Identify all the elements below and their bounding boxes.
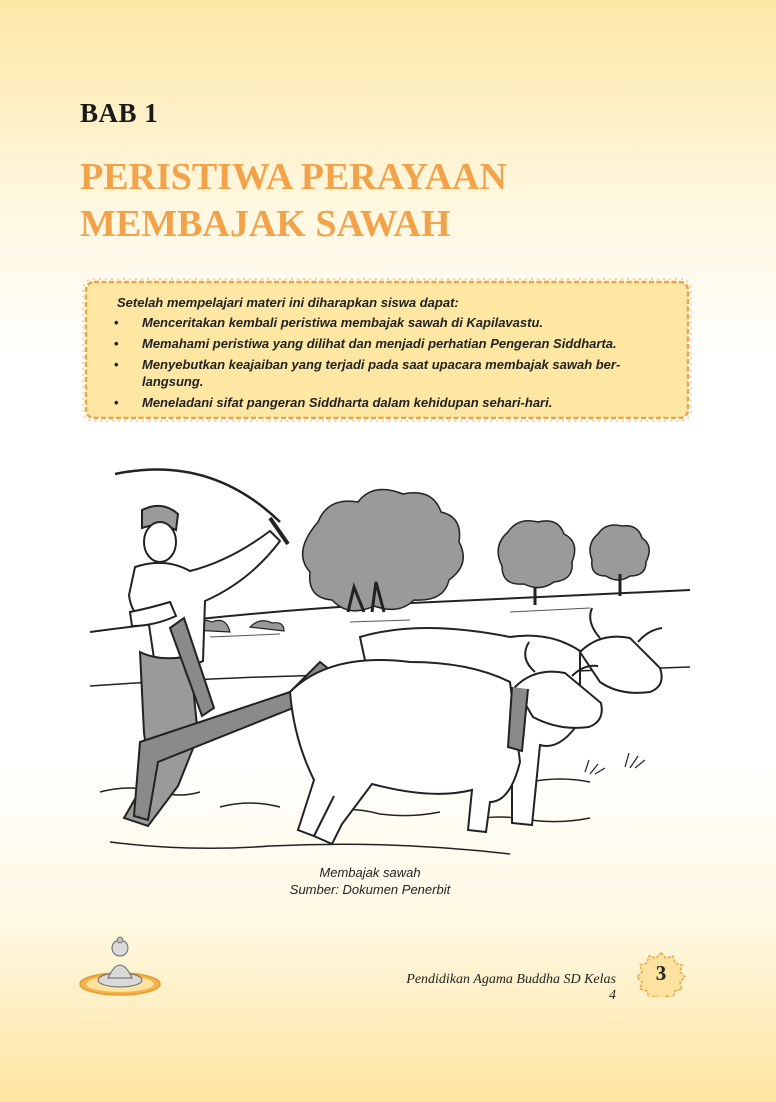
objective-text: Meneladani sifat pangeran Siddharta dalam kehidupan sehari-hari. [142,395,553,410]
objective-item [114,314,666,331]
objectives-list [114,314,666,411]
plowing-field-illustration [90,462,690,860]
objective-item [114,394,666,411]
objective-item [114,356,666,390]
objectives-intro: Setelah mempelajari materi ini diharapkan siswa dapat: [117,295,459,310]
small-tree-1 [498,521,575,605]
objective-text: Menyebutkan keajaiban yang terjadi pada saat upacara membajak sawah ber-langsung. [142,357,621,389]
reeds [585,753,645,774]
caption-title: Membajak sawah [319,865,421,880]
big-tree [303,490,464,613]
bullet: • [114,315,119,330]
caption-source: Sumber: Dokumen Penerbit [289,882,451,897]
objective-text: Menceritakan kembali peristiwa membajak sawah di Kapilavastu. [142,315,544,330]
chapter-label: BAB 1 [80,98,159,128]
book-title-footer: Pendidikan Agama Buddha SD Kelas 4 [406,972,616,1003]
whip [115,469,280,522]
bullet: • [114,336,119,351]
figure-caption [200,864,540,898]
objectives-content [114,294,666,415]
objective-text: Memahami peristiwa yang dilihat dan menjadi perhatian Pengeran Siddharta. [142,336,617,351]
buddha-logo-icon [78,936,162,998]
chapter-title-line-2: MEMBAJAK SAWAH [80,203,451,245]
learning-objectives-box [80,276,694,424]
small-tree-2 [590,525,649,596]
objective-item [114,335,666,352]
chapter-title-line-1: PERISTIWA PERAYAAN [80,156,507,198]
bullet: • [114,357,119,372]
page-number: 3 [655,961,667,985]
chapter-title [80,154,720,248]
bullet: • [114,395,119,410]
